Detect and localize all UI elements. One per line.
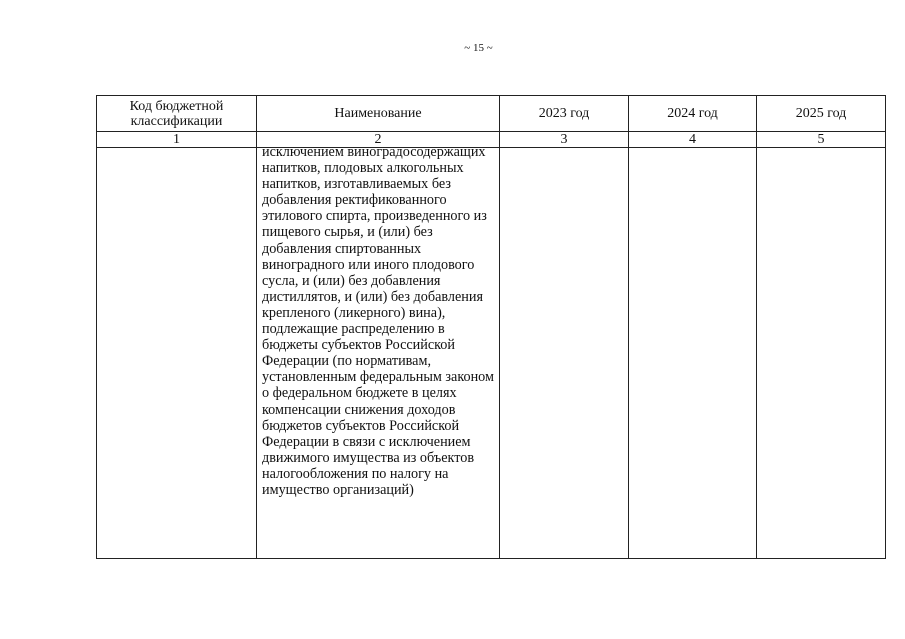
cell-2024 <box>629 148 757 559</box>
header-row <box>97 96 886 132</box>
cell-name-text: исключением виноградосодержащих напитков, плодовых алкогольных напитков, изготавливаемых без добавления ректификованного этилового спирта, произведенного из пищевого сырья, и (или) без добавления спиртованных виноградного или иного плодового сусла, и (или) без добавления дистиллятов, и (или) без добавления крепленого (ликерного) вина), подлежащие распределению в бюджеты субъектов Российской Федерации (по нормативам, установленным федеральным законом о федеральном бюджете в целях компенсации снижения доходов бюджетов субъектов Российской Федерации в связи с исключением движимого имущества из объектов налогообложения по налогу на имущество организаций) <box>262 144 494 498</box>
table-row <box>97 148 886 559</box>
column-number-4: 4 <box>629 132 757 148</box>
column-number-3: 3 <box>500 132 629 148</box>
column-number-5: 5 <box>757 132 886 148</box>
header-2025: 2025 год <box>757 96 886 132</box>
header-2024: 2024 год <box>629 96 757 132</box>
cell-name <box>257 144 500 559</box>
header-name: Наименование <box>257 96 500 132</box>
column-number-1: 1 <box>97 132 257 148</box>
header-2023: 2023 год <box>500 96 629 132</box>
column-number-2: 2 <box>257 132 500 148</box>
cell-2023 <box>500 148 629 559</box>
page-number: ~ 15 ~ <box>464 42 493 54</box>
budget-table <box>96 95 886 559</box>
cell-2025 <box>757 148 886 559</box>
header-code: Код бюджетной классификации <box>97 96 257 132</box>
cell-code <box>97 148 257 559</box>
